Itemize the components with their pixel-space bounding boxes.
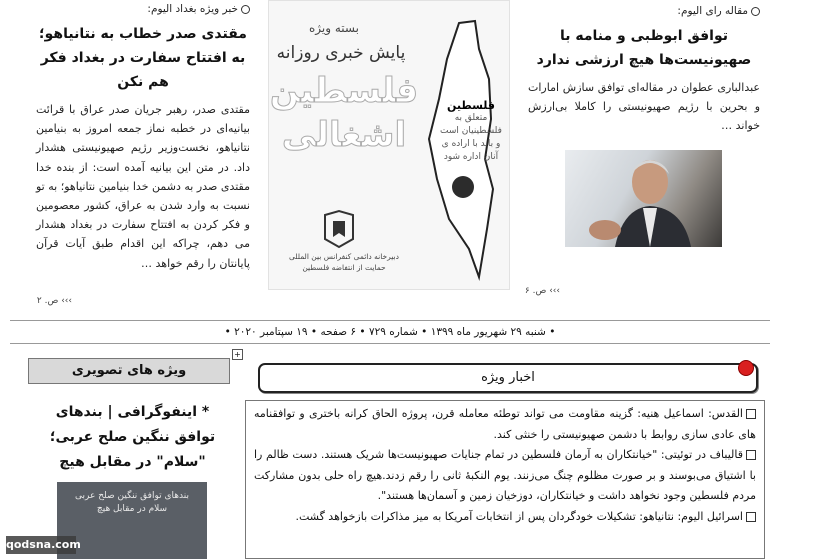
right-article-headline[interactable]: توافق ابوظبی و منامه با صهیونیست‌ها هیچ ارزشی ندارد bbox=[536, 28, 752, 68]
gallery-item-title[interactable]: * اینفوگرافی | بندهای توافق ننگین صلح عربی؛ "سلام" در مقابل هیچ bbox=[49, 404, 216, 470]
pushpin-icon bbox=[738, 360, 754, 376]
poster-title: پایش خبری روزانه bbox=[276, 43, 406, 63]
thumbnail-line-2: سلام در مقابل هیچ bbox=[96, 504, 168, 514]
poster-top-label: بسته ویژه bbox=[309, 21, 359, 35]
thumbnail-line-1: بندهای توافق ننگین صلح عربی bbox=[75, 491, 189, 501]
left-article-page-ref[interactable]: ››› ص. ۲ bbox=[36, 296, 72, 306]
table-move-handle-icon[interactable]: + bbox=[232, 349, 243, 360]
poster-big-title: فلسطین اشغالی bbox=[269, 71, 419, 155]
palestine-poster[interactable] bbox=[268, 0, 510, 290]
left-article-headline[interactable]: مقتدی صدر خطاب به نتانیاهو؛ به افتتاح سفارت در بغداد فکر هم نکن bbox=[39, 26, 247, 90]
bullet-circle-icon bbox=[241, 5, 250, 14]
right-article-body: عبدالباری عطوان در مقاله‌ای توافق سازش امارات و بحرین با رژیم صهیونیستی را کاملا بی‌ارزش خواند … bbox=[528, 81, 760, 133]
author-photo bbox=[565, 150, 722, 247]
checkbox-square-icon bbox=[746, 409, 756, 419]
news-item[interactable]: القدس: اسماعیل هنیه: گزینه مقاومت می تواند توطئه معامله قرن، پروژه الحاق کرانه باختری و توافقنامه های عادی سازی روابط با دشمن صهیونیستی را خنثی کند. bbox=[254, 407, 756, 441]
left-article bbox=[36, 2, 250, 273]
site-watermark: qodsna.com bbox=[6, 536, 76, 554]
news-item[interactable]: اسرائیل الیوم: نتانیاهو: تشکیلات خودگردان پس از انتخابات آمریکا به میز مذاکرات بازخواهد گشت. bbox=[254, 507, 756, 528]
news-item[interactable]: قالیباف در توئیتی: "خیانتکاران به آرمان فلسطین در تمام جنایات صهیونیست‌ها شریک هستند. دست ظالم را با اشتیاق می‌بوسند و بر صورت مظلوم چنگ می‌زنند. یوم النکبهٔ ثانی را رقم زدند.هیچ راه حلی بدون مشارکت مردم فلسطین وجود نخواهد داشت و خیانتکاران، دوزخیان زمین و آسمان‌ها هستند". bbox=[254, 448, 756, 502]
conference-logo-icon bbox=[321, 209, 357, 249]
checkbox-square-icon bbox=[746, 450, 756, 460]
gallery-header: ویژه های تصویری bbox=[28, 358, 230, 384]
right-article-page-ref[interactable]: ››› ص. ۶ bbox=[524, 286, 560, 296]
poster-subtext: فلسطین متعلق به فلسطینیان است و باید با اراده ی آنان اداره شود bbox=[440, 99, 502, 162]
poster-footer: دبیرخانه دائمی کنفرانس بین المللی حمایت از انتفاضه فلسطین bbox=[289, 252, 399, 272]
left-article-body: مقتدی صدر، رهبر جریان صدر عراق با قرائت بیانیه‌ای در خطبه نماز جمعه امروز به بنیامین نتانیاهو، نخست‌وزیر رژیم صهیونیستی هشدار داد. در متن این بیانیه آمده است: از بنده خدا مقتدی صدر به دشمن خدا بنیامین نتانیاهو؛ به تو نسبت به وارد شدن به عراق، کشور معصومین و فکر کردن به افتتاح سفارت در بغداد هشدار می دهم، چراکه این اقدام طبق آیات قرآن پایانتان را رقم خواهد … bbox=[36, 103, 250, 270]
right-article bbox=[528, 4, 760, 136]
bullet-circle-icon bbox=[751, 7, 760, 16]
right-article-kicker: مقاله رای الیوم: bbox=[528, 4, 760, 18]
news-section-header: اخبار ویژه bbox=[258, 363, 758, 393]
left-article-kicker: خبر ویژه بغداد الیوم: bbox=[36, 2, 250, 16]
portrait-image bbox=[565, 150, 722, 247]
issue-date-bar: • شنبه ۲۹ شهریور ماه ۱۳۹۹ • شماره ۷۲۹ • ۶ صفحه • ۱۹ سپتامبر ۲۰۲۰ • bbox=[10, 320, 770, 344]
news-list bbox=[245, 400, 765, 559]
checkbox-square-icon bbox=[746, 512, 756, 522]
